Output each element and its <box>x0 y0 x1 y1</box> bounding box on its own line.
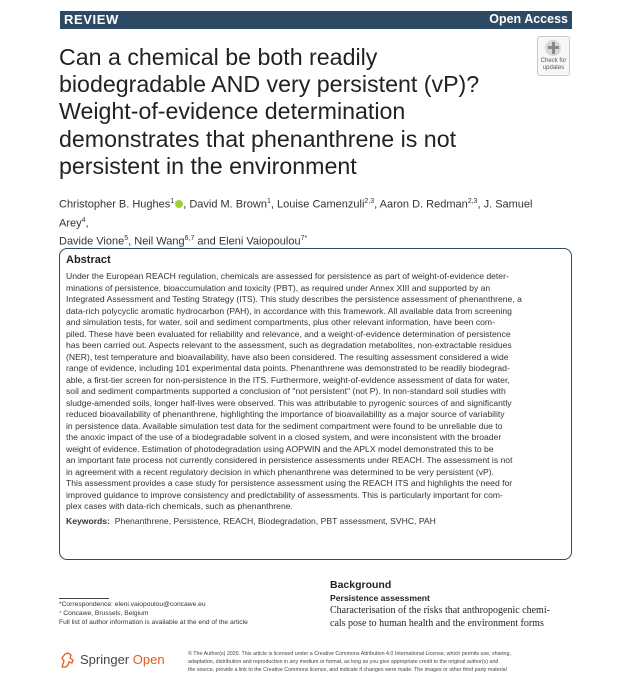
author-name[interactable]: Louise Camenzuli <box>276 198 365 211</box>
abstract-line: has been carried out. Aspects relevant to the assessment, such as degradation metabolites, non-extractable residues <box>66 340 512 350</box>
abstract-line: and simulation tests, for water, soil and sediment compartments, plus other relevant information, have been com- <box>66 317 495 327</box>
check-for-updates-label: Check for updates <box>540 58 567 71</box>
check-for-updates-badge[interactable] <box>537 36 570 76</box>
section-heading-background: Background <box>330 579 392 591</box>
abstract-line: plex cases with data-rich chemicals, such as phenanthrene. <box>66 501 293 511</box>
orcid-icon[interactable] <box>175 200 183 208</box>
keywords-label: Keywords: <box>66 515 110 526</box>
abstract-box <box>59 248 572 560</box>
article-type-banner <box>60 11 572 29</box>
abstract-line: in persistence data. Available simulation test data for the sediment compartment were found to be unreliable due to <box>66 420 503 431</box>
abstract-text <box>66 271 561 513</box>
author-affiliation: 7* <box>300 235 308 243</box>
abstract-line: sludge-amended soils, longer half-lives were observed. This was attributable to pyrogenic sources of and significantly <box>66 397 512 408</box>
author-name[interactable]: Eleni Vaiopoulou <box>218 235 301 248</box>
author-name[interactable]: David M. Brown <box>189 198 267 211</box>
subsection-heading: Persistence assessment <box>330 593 430 603</box>
abstract-line: weight of evidence. Estimation of photodegradation using AOPWIN and the APLX model demonstrated this to be <box>66 443 494 454</box>
license-line: adaptation, distribution and reproduction in any medium or format, as long as you give appropriate credit to the original author(s) and <box>188 659 499 665</box>
abstract-line: able, a first-tier screen for non-persistence in the ITS. Furthermore, weight-of-evidence assessment of data for water, <box>66 374 510 385</box>
author-affiliation: 4 <box>81 216 86 224</box>
abstract-line: This assessment provides a case study for persistence assessment using the REACH ITS and highlights the need for <box>66 478 513 488</box>
abstract-line: range of evidence, including 101 experimental data points. Phenanthrene was demonstrated to be readily biodegrad- <box>66 363 510 373</box>
abstract-line: Integrated Assessment and Testing Strategy (ITS). This study describes the persistence assessment of phenanthrene, a <box>66 294 522 304</box>
abstract-line: soil and sediment compartments supported a conclusion of "not persistent" (not P). In non-standard soil studies with <box>66 386 506 396</box>
affiliation-note: ⁷ Concawe, Brussels, Belgium <box>59 610 149 618</box>
section-label: REVIEW <box>64 12 119 27</box>
body-text <box>330 605 572 630</box>
springer-horse-icon <box>59 652 76 668</box>
author-affiliation: 1 <box>266 198 271 205</box>
author-affiliation: 6,7 <box>184 235 195 243</box>
license-line: © The Author(s) 2020. This article is licensed under a Creative Commons Attribution 4.0 International License, which permits use, sharing, <box>188 651 511 657</box>
author-affiliation: 2,3 <box>364 198 375 205</box>
abstract-heading: Abstract <box>66 254 111 266</box>
abstract-line: (NER), test temperature and bioavailability, have also been considered. The resulting assessment considered a wide <box>66 351 509 362</box>
author-affiliation: 2,3 <box>467 198 478 205</box>
abstract-line: the anoxic impact of the use of a biodegradable solvent in a closed system, and were inconsistent with the broader <box>66 432 502 442</box>
author-affiliation: 1 <box>170 198 175 205</box>
author-name[interactable]: Christopher B. Hughes <box>59 198 171 211</box>
author-info-note: Full list of author information is available at the end of the article <box>59 619 248 627</box>
license-text <box>188 650 573 674</box>
footnote-divider <box>59 598 109 599</box>
abstract-line: an important fate process not currently considered in persistence assessments under REACH. The assessment is not <box>66 455 513 465</box>
abstract-line: in agreement with a recent regulatory decision in which phenanthrene was determined to be very persistent (vP). <box>66 466 495 477</box>
author-name[interactable]: Davide Vione <box>59 235 125 248</box>
author-name[interactable]: J. Samuel Arey <box>59 198 533 230</box>
abstract-line: improved guidance to improve consistency and predictability of assessments. This is particularly important for com- <box>66 489 503 500</box>
author-name[interactable]: Neil Wang <box>134 235 185 248</box>
correspondence-note[interactable]: *Correspondence: eleni.vaiopoulou@concawe.eu <box>59 601 206 608</box>
body-line: Characterisation of the risks that anthropogenic chemi- <box>330 605 550 616</box>
abstract-line: Under the European REACH regulation, chemicals are assessed for persistence as part of weight-of-evidence deter- <box>66 271 509 281</box>
body-line: cals pose to human health and the environment forms <box>330 617 544 629</box>
abstract-line: reduced bioavailability of phenanthrene, highlighting the importance of bioavailability as a major source of variability <box>66 409 505 419</box>
open-access-label: Open Access <box>489 12 568 26</box>
abstract-line: piled. These have been evaluated for reliability and relevance, and a weight-of-evidence determination of persistence <box>66 328 511 339</box>
author-name[interactable]: Aaron D. Redman <box>379 198 468 211</box>
license-line: the source, provide a link to the Creative Commons licence, and indicate if changes were made. The images or other third party material <box>188 667 507 673</box>
keywords-line <box>66 516 561 528</box>
abstract-line: data-rich polycyclic aromatic hydrocarbon (PAH), in accordance with this framework. All available data from screening <box>66 305 512 316</box>
author-affiliation: 5 <box>124 235 129 243</box>
keywords-list: Phenanthrene, Persistence, REACH, Biodegradation, PBT assessment, SVHC, PAH <box>114 515 436 526</box>
author-list: Christopher B. Hughes$^1$ , David M. Brown$^1$, Louise Camenzuli$^{2,3}$, Aaron D. Redman$^{2,3}$, J. Samuel Arey$^4$, Davide Vione$^5$, Neil Wang$^{6,7}$ and Eleni Vaiopoulou$^{7*}$ <box>59 198 533 248</box>
abstract-line: minations of persistence, bioaccumulation and toxicity (PBT), as required under Annex XIII and supported by an <box>66 282 491 293</box>
footnotes <box>59 600 248 628</box>
publisher-name: Springer Open <box>80 652 165 667</box>
article-title: Can a chemical be both readily biodegradable AND very persistent (vP)? Weight-of-evidence determination demonstrates that phenanthrene is not persistent in the environment <box>59 44 480 179</box>
